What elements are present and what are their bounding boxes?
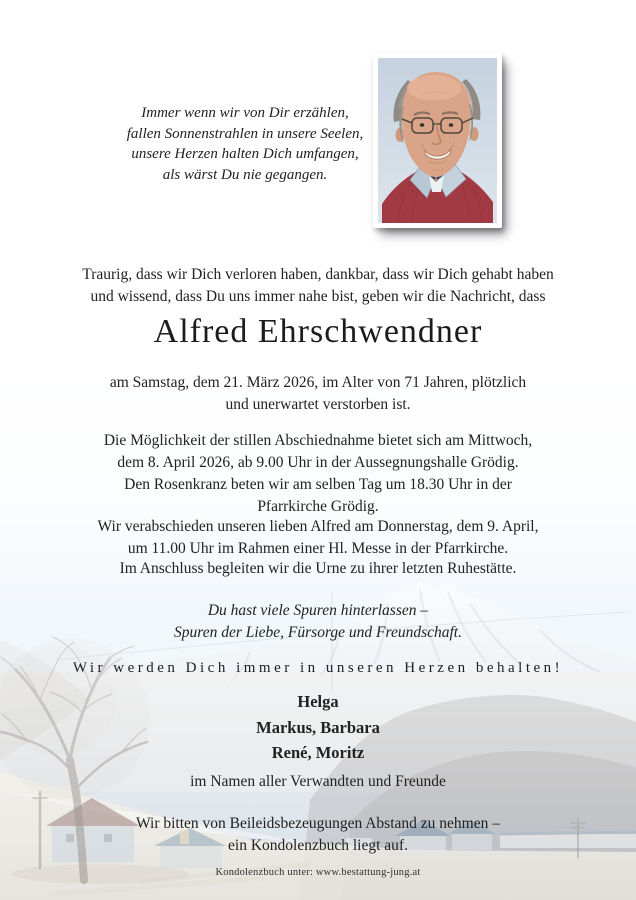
death-date <box>0 372 636 416</box>
service-line: Die Möglichkeit der stillen Abschiednahme bietet sich am Mittwoch, <box>103 432 533 449</box>
service-line: Im Anschluss begleiten wir die Urne zu ihrer letzten Ruhestätte. <box>119 560 517 577</box>
announcement-intro <box>0 264 636 308</box>
farewell-viewing-paragraph <box>0 430 636 474</box>
urn-paragraph <box>0 558 636 580</box>
opening-poem <box>115 103 375 185</box>
mourner-name: Helga <box>297 692 339 711</box>
condolence-line: ein Kondolenzbuch liegt auf. <box>228 837 408 854</box>
poem-line: unsere Herzen halten Dich umfangen, <box>131 146 359 162</box>
remembrance-line: Wir werden Dich immer in unseren Herzen behalten! <box>72 660 564 676</box>
poem-line: Immer wenn wir von Dir erzählen, <box>141 105 349 121</box>
mourner-name: Markus, Barbara <box>256 718 380 737</box>
requiem-paragraph <box>0 516 636 560</box>
poem-line: als wärst Du nie gegangen. <box>162 166 328 183</box>
portrait-photo-frame <box>373 53 502 228</box>
death-line: und unerwartet verstorben ist. <box>225 396 411 413</box>
condolence-book-note: Kondolenzbuch unter: www.bestattung-jung.at <box>215 867 421 878</box>
mourner-name: René, Moritz <box>271 743 365 762</box>
rosary-paragraph <box>0 474 636 518</box>
service-line: Wir verabschieden unseren lieben Alfred am Donnerstag, dem 9. April, <box>97 518 539 535</box>
closing-poem <box>0 600 636 644</box>
service-line: um 11.00 Uhr im Rahmen einer Hl. Messe in der Pfarrkirche. <box>127 540 509 557</box>
mourners-suffix: im Namen aller Verwandten und Freunde <box>190 773 446 790</box>
service-line: dem 8. April 2026, ab 9.00 Uhr in der Aussegnungshalle Grödig. <box>117 454 519 471</box>
poem-line: Du hast viele Spuren hinterlassen – <box>207 602 429 619</box>
service-line: Den Rosenkranz beten wir am selben Tag um 18.30 Uhr in der <box>124 476 512 493</box>
death-line: am Samstag, dem 21. März 2026, im Alter von 71 Jahren, plötzlich <box>109 374 527 391</box>
condolence-request <box>0 813 636 857</box>
poem-line: fallen Sonnenstrahlen in unsere Seelen, <box>126 125 364 142</box>
intro-line: und wissend, dass Du uns immer nahe bist, geben wir die Nachricht, dass <box>90 288 546 305</box>
deceased-name: Alfred Ehrschwendner <box>153 313 483 350</box>
intro-line: Traurig, dass wir Dich verloren haben, dankbar, dass wir Dich gehabt haben <box>82 266 554 283</box>
portrait-photo <box>378 58 497 223</box>
poem-line: Spuren der Liebe, Fürsorge und Freundschaft. <box>173 624 462 641</box>
service-line: Pfarrkirche Grödig. <box>257 498 379 515</box>
condolence-line: Wir bitten von Beileidsbezeugungen Abstand zu nehmen – <box>136 815 500 832</box>
